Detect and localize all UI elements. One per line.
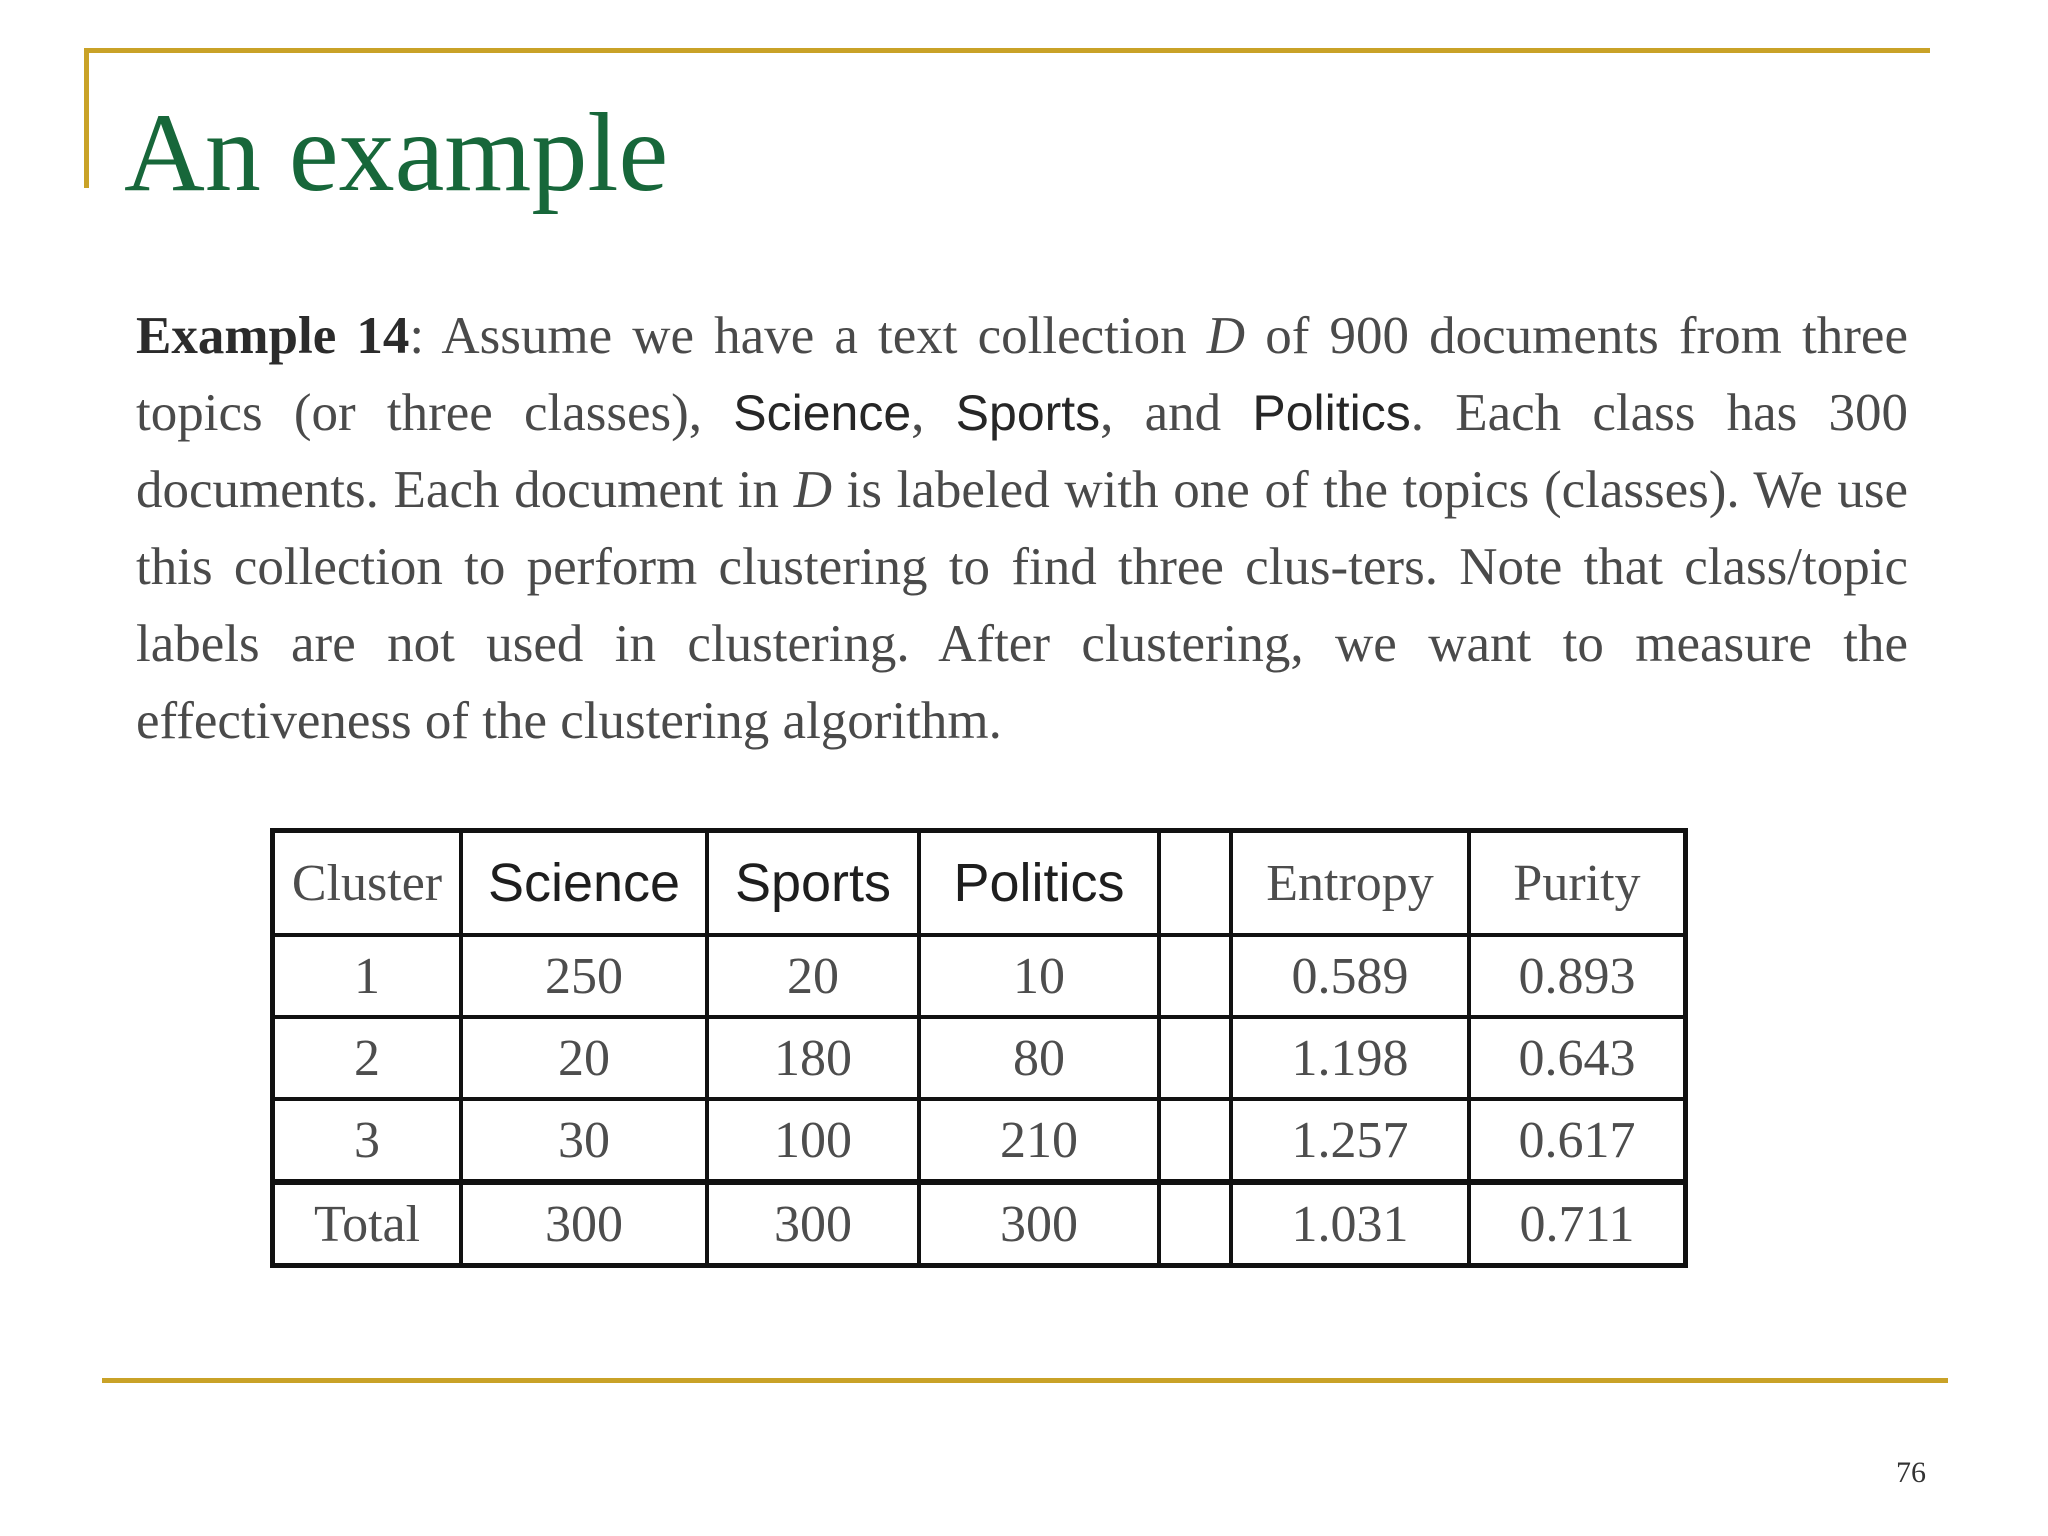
cell-politics: 300 (919, 1182, 1159, 1266)
bottom-rule (102, 1378, 1948, 1383)
cell-politics: 210 (919, 1099, 1159, 1182)
left-rule (84, 48, 89, 188)
cell-blank (1159, 1017, 1231, 1099)
cell-purity: 0.711 (1469, 1182, 1686, 1266)
collection-variable: D (1206, 307, 1246, 365)
cell-entropy: 0.589 (1231, 935, 1469, 1017)
header-politics: Politics (919, 831, 1159, 936)
class-science: Science (733, 385, 912, 441)
cell-sports: 180 (707, 1017, 919, 1099)
table-total-row (273, 1182, 1686, 1266)
header-entropy: Entropy (1231, 831, 1469, 936)
cell-purity: 0.617 (1469, 1099, 1686, 1182)
cell-politics: 80 (919, 1017, 1159, 1099)
table-header-row (273, 831, 1686, 936)
cell-blank (1159, 1099, 1231, 1182)
cluster-results-table (270, 828, 1688, 1268)
example-text-2: of 900 documents from three topics (or three classes), (136, 307, 1908, 442)
cell-blank (1159, 1182, 1231, 1266)
cell-science: 20 (461, 1017, 707, 1099)
cell-blank (1159, 935, 1231, 1017)
header-blank (1159, 831, 1231, 936)
cell-entropy: 1.031 (1231, 1182, 1469, 1266)
example-separator-1: , (911, 384, 956, 442)
cell-sports: 300 (707, 1182, 919, 1266)
table-row (273, 935, 1686, 1017)
cell-science: 30 (461, 1099, 707, 1182)
cell-entropy: 1.257 (1231, 1099, 1469, 1182)
cell-sports: 100 (707, 1099, 919, 1182)
cell-cluster: Total (273, 1182, 462, 1266)
cell-science: 250 (461, 935, 707, 1017)
cell-sports: 20 (707, 935, 919, 1017)
cell-purity: 0.643 (1469, 1017, 1686, 1099)
top-rule (84, 48, 1930, 53)
cell-entropy: 1.198 (1231, 1017, 1469, 1099)
table-row (273, 1099, 1686, 1182)
example-separator-2: , and (1100, 384, 1253, 442)
class-sports: Sports (955, 385, 1101, 441)
cell-cluster: 2 (273, 1017, 462, 1099)
page-number: 76 (1896, 1456, 1926, 1489)
cell-cluster: 1 (273, 935, 462, 1017)
cell-purity: 0.893 (1469, 935, 1686, 1017)
header-purity: Purity (1469, 831, 1686, 936)
collection-variable-2: D (793, 461, 832, 519)
example-label: Example 14 (136, 307, 410, 365)
example-paragraph (136, 298, 1908, 760)
table-row (273, 1017, 1686, 1099)
cell-science: 300 (461, 1182, 707, 1266)
slide-title: An example (124, 91, 669, 215)
header-cluster: Cluster (273, 831, 462, 936)
header-sports: Sports (707, 831, 919, 936)
cell-politics: 10 (919, 935, 1159, 1017)
example-text-1: : Assume we have a text collection (409, 307, 1207, 365)
example-text-4: is labeled with one of the topics (classes). We use this collection to perform clustering to find three clus-ters. Note that class/topic labels are not used in clustering. After clustering, we want to measure the effectiveness of the clustering algorithm. (136, 461, 1908, 750)
class-politics: Politics (1252, 385, 1411, 441)
header-science: Science (461, 831, 707, 936)
cell-cluster: 3 (273, 1099, 462, 1182)
example-text-3: . Each class has 300 documents. Each document in (136, 384, 1908, 519)
